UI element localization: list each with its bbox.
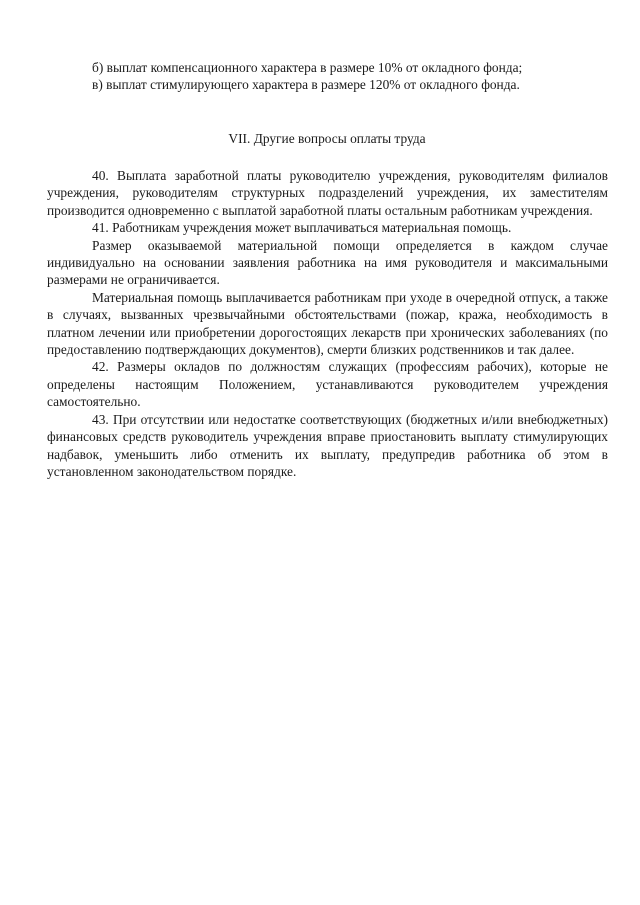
paragraph-41: 41. Работникам учреждения может выплачиваться материальная помощь.: [92, 220, 512, 236]
paragraph-43: 43. При отсутствии или недостатке соответствующих (бюджетных и/или внебюджетных) финансовых средств руководитель учреждения вправе приостановить выплату стимулирующих надбавок, уменьшить либо отменить их выплату, предупредив работника об этом в установленном законодательством порядке.: [47, 411, 608, 479]
section-body: [47, 167, 608, 480]
paragraph-40: 40. Выплата заработной платы руководителю учреждения, руководителям филиалов учреждения, руководителям структурных подразделений учреждения, их заместителям производится одновременно с выплатой заработной платы остальным работникам учреждения.: [47, 168, 608, 218]
list-item-v: в) выплат стимулирующего характера в размере 120% от окладного фонда.: [92, 77, 520, 93]
section-title: VII. Другие вопросы оплаты труда: [228, 131, 426, 146]
paragraph-41-size: Размер оказываемой материальной помощи определяется в каждом случае индивидуально на основании заявления работника на имя руководителя и максимальными размерами не ограничивается.: [47, 237, 608, 288]
list-item-b: б) выплат компенсационного характера в размере 10% от окладного фонда;: [92, 60, 523, 75]
paragraph-42: 42. Размеры окладов по должностям служащих (профессиям рабочих), которые не определены настоящим Положением, устанавливаются руководителем учреждения самостоятельно.: [47, 359, 608, 410]
payment-list: [47, 59, 607, 94]
paragraph-41-cases: Материальная помощь выплачивается работникам при уходе в очередной отпуск, а также в случаях, вызванных чрезвычайными обстоятельствами (пожар, кража, необходимость в платном лечении или приобретении дорогостоящих лекарств при хронических заболеваниях (по предоставлению подтверждающих документов), смерти близких родственников и так далее.: [47, 289, 608, 358]
